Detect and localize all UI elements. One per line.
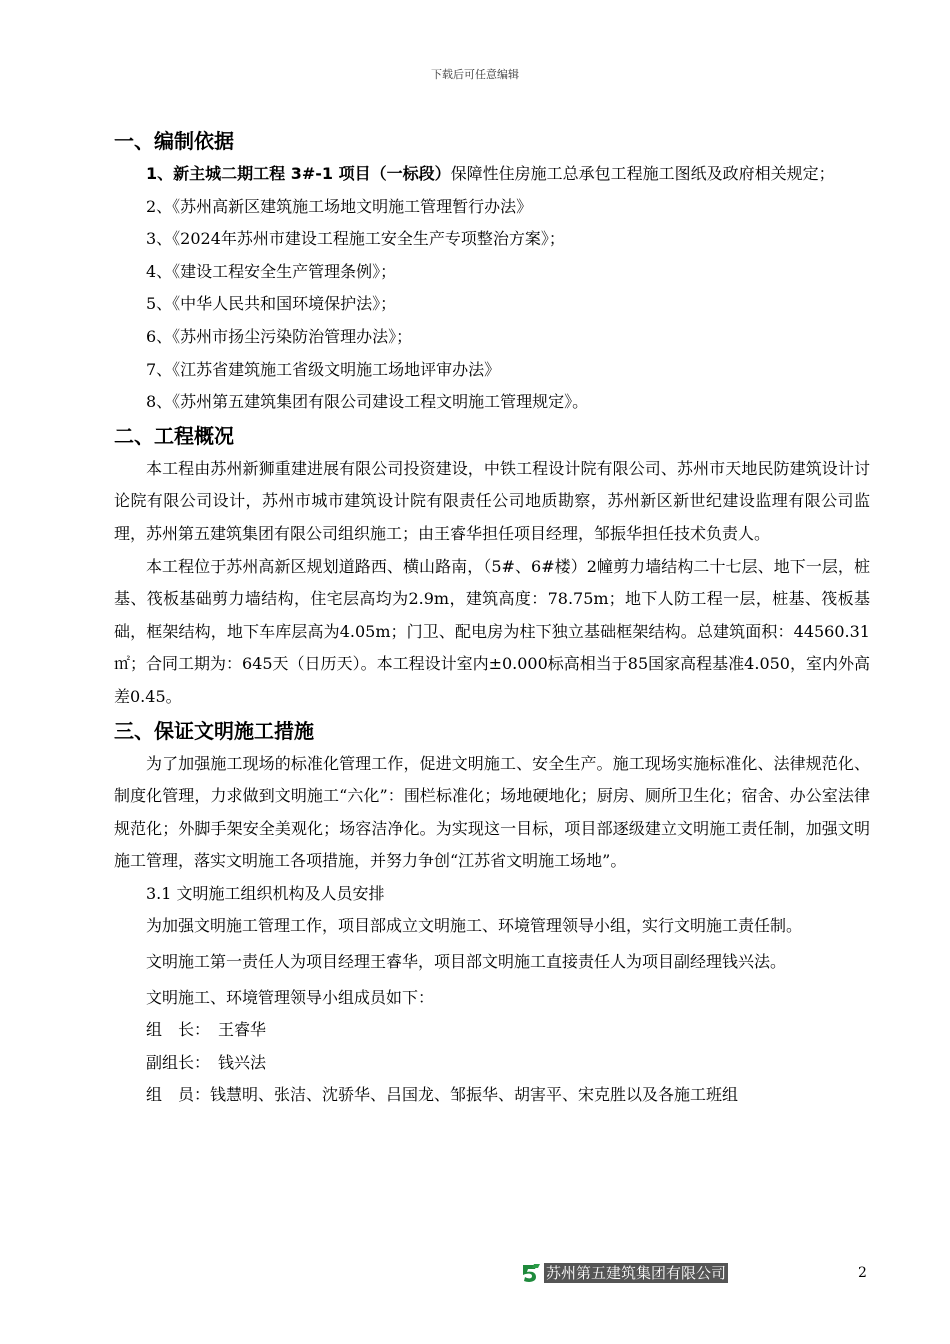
overview-paragraph-2: 本工程位于苏州高新区规划道路西、横山路南，（5#、6#楼）2幢剪力墙结构二十七层、地下一层，桩基、筏板基础剪力墙结构，住宅层高均为2.9m，建筑高度：78.75m；地下人防工程一层，桩基、筏板基础，框架结构，地下车库层高为4.05m；门卫、配电房为柱下独立基础框架结构。总建筑面积：44560.31㎡；合同工期为：645天（日历天）。本工程设计室内±0.000标高相当于85国家高程基准4.050，室内外高差0.45。: [114, 556, 870, 706]
basis-item-1-rest: 保障性住房施工总承包工程施工图纸及政府相关规定；: [450, 164, 835, 183]
basis-item-1-bold: 1、新主城二期工程 3#-1 项目（一标段）: [146, 164, 451, 183]
page-number: 2: [858, 1265, 867, 1281]
section-1-title: 一、编制依据: [114, 129, 234, 153]
section-3-title: 三、保证文明施工措施: [114, 718, 314, 743]
document-body: [114, 124, 870, 1112]
overview-paragraph-1: 本工程由苏州新狮重建进展有限公司投资建设，中铁工程设计院有限公司、苏州市天地民防建筑设计讨论院有限公司设计，苏州市城市建筑设计院有限责任公司地质勘察，苏州新区新世纪建设监理有限公司监理，苏州第五建筑集团有限公司组织施工；由王睿华担任项目经理，邹振华担任技术负责人。: [114, 458, 870, 543]
section-2-title: 二、工程概况: [114, 423, 234, 448]
measures-paragraph-1: 为了加强施工现场的标准化管理工作，促进文明施工、安全生产。施工现场实施标准化、法律规范化、制度化管理，力求做到文明施工“六化”：围栏标准化；场地硬地化；厨房、厕所卫生化；宿舍、办公室法律规范化；外脚手架安全美观化；场容洁净化。为实现这一目标，项目部逐级建立文明施工责任制，加强文明施工管理，落实文明施工各项措施，并努力争创“江苏省文明施工场地”。: [114, 753, 870, 871]
measures-paragraph-2: 为加强文明施工管理工作，项目部成立文明施工、环境管理领导小组，实行文明施工责任制。: [146, 916, 803, 936]
company-logo-icon: [520, 1262, 542, 1284]
group-vice-leader: 副组长： 钱兴法: [146, 1052, 267, 1072]
basis-item-4: 4、《建设工程安全生产管理条例》；: [146, 261, 397, 281]
subsection-3-1-title: 3.1 文明施工组织机构及人员安排: [146, 883, 385, 903]
group-leader: 组 长： 王睿华: [146, 1020, 267, 1040]
page-footer: [520, 1262, 728, 1284]
page-header: 下载后可任意编辑: [431, 68, 519, 81]
basis-item-2: 2、《苏州高新区建筑施工场地文明施工管理暂行办法》: [146, 196, 533, 216]
company-name: 苏州第五建筑集团有限公司: [546, 1264, 727, 1282]
group-members: 组 员：钱慧明、张洁、沈骄华、吕国龙、邹振华、胡害平、宋克胜以及各施工班组: [146, 1085, 739, 1105]
basis-item-8: 8、《苏州第五建筑集团有限公司建设工程文明施工管理规定》。: [146, 392, 589, 412]
measures-paragraph-3: 文明施工第一责任人为项目经理王睿华，项目部文明施工直接责任人为项目副经理钱兴法。: [146, 952, 787, 972]
basis-item-1: [114, 158, 870, 191]
basis-item-6: 6、《苏州市扬尘污染防治管理办法》；: [146, 326, 413, 346]
measures-paragraph-4: 文明施工、环境管理领导小组成员如下：: [146, 987, 435, 1007]
basis-item-5: 5、《中华人民共和国环境保护法》；: [146, 294, 397, 314]
basis-item-3: 3、《2024年苏州市建设工程施工安全生产专项整治方案》；: [146, 229, 565, 249]
basis-item-7: 7、《江苏省建筑施工省级文明施工场地评审办法》: [146, 359, 501, 379]
